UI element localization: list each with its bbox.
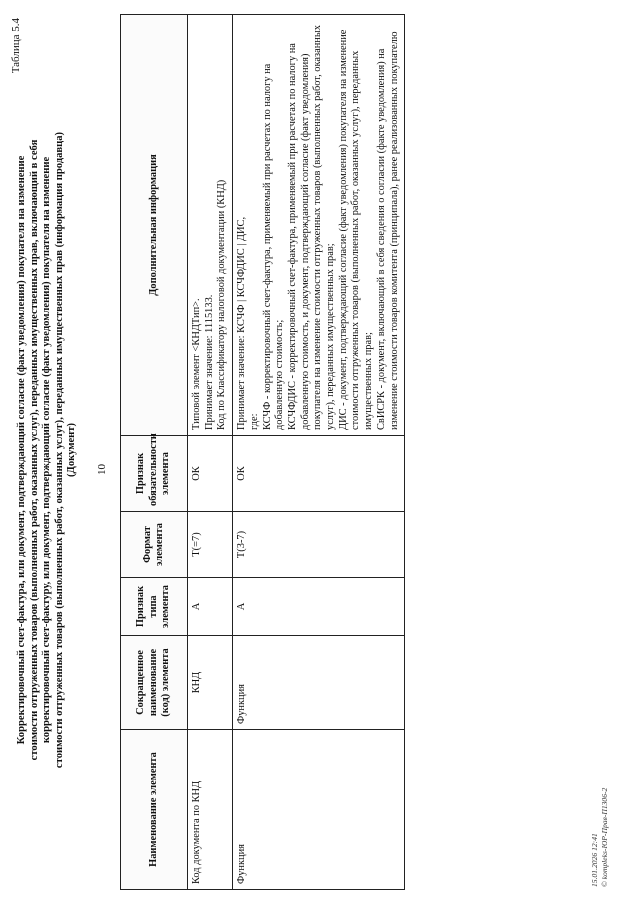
info-line: Принимает значение: КСЧФ | КСЧФДИС | ДИС, <box>236 216 248 430</box>
footer-stamp <box>590 788 609 887</box>
table-row <box>188 15 233 890</box>
header-element-format: Формат элемента <box>121 512 188 578</box>
page-number: 10 <box>96 464 108 475</box>
info-line: Принимает значение: 1115133. <box>203 294 215 430</box>
cell-format: T(=7) <box>188 512 233 578</box>
cell-code: Функция <box>233 636 405 730</box>
info-line: Код по Классификатору налоговой документации (КНД) <box>216 179 228 430</box>
info-line: где: <box>248 413 260 430</box>
cell-required: ОК <box>188 436 233 512</box>
elements-table <box>120 14 405 890</box>
cell-code: КНД <box>188 636 233 730</box>
header-element-name: Наименование элемента <box>121 730 188 890</box>
document-title <box>16 55 79 845</box>
cell-format: T(3-7) <box>233 512 405 578</box>
footer-source: © kompleks-ЮР-Прав-П1306-2 <box>599 787 609 887</box>
title-line: стоимости отгруженных товаров (выполненных работ, оказанных услуг), переданных имущественных прав, включающий в себя <box>28 139 40 761</box>
info-line: КСЧФДИС - корректировочный счет-фактура, применяемый при расчетах по налогу на добавленную стоимость, и документ, подтверждающий согласие (факт уведомления) покупателя на изменение стоимости отгруженных товаров (выполненных работ, оказанных услуг), переданных имущественных прав; <box>286 25 337 430</box>
header-element-type: Признак типа элемента <box>121 578 188 636</box>
info-line: СвИСРК - документ, включающий в себя сведения о согласии (факте уведомления) на изменение стоимости товаров комитента (принципала), ранее реализованных покупателю <box>375 31 400 430</box>
cell-required: ОК <box>233 436 405 512</box>
table-row <box>233 15 405 890</box>
header-element-code: Сокращенное наименование (код) элемента <box>121 636 188 730</box>
table-label: Таблица 5.4 <box>10 18 22 74</box>
cell-type: А <box>233 578 405 636</box>
footer-date: 15.01.2026 12:41 <box>590 833 599 887</box>
cell-type: А <box>188 578 233 636</box>
info-line: Типовой элемент <КНДТип>. <box>191 298 202 430</box>
cell-name: Код документа по КНД <box>188 730 233 890</box>
table-header-row <box>121 15 188 890</box>
info-line: КСЧФ - корректировочный счет-фактура, применяемый при расчетах по налогу на добавленную стоимость; <box>261 63 286 430</box>
cell-info <box>188 15 233 436</box>
cell-name: Функция <box>233 730 405 890</box>
header-additional-info: Дополнительная информация <box>121 15 188 436</box>
title-line: Корректировочный счет-фактура, или документ, подтверждающий согласие (факт уведомления) покупателя на изменение <box>16 155 27 745</box>
header-element-required: Признак обязательности элемента <box>121 436 188 512</box>
info-line: ДИС - документ, подтверждающий согласие (факт уведомления) покупателя на изменение стоимости отгруженных товаров (выполненных работ, оказанных услуг), переданных имущественных прав; <box>337 29 375 430</box>
title-line: корректировочный счет-фактуру, или документ, подтверждающий согласие (факт уведомления) покупателя на изменение <box>41 156 53 744</box>
title-line: (Документ) <box>66 423 78 477</box>
cell-info <box>233 15 405 436</box>
title-line: стоимости отгруженных товаров (выполненных работ, оказанных услуг), переданных имущественных прав (информация продавца) <box>53 131 65 769</box>
